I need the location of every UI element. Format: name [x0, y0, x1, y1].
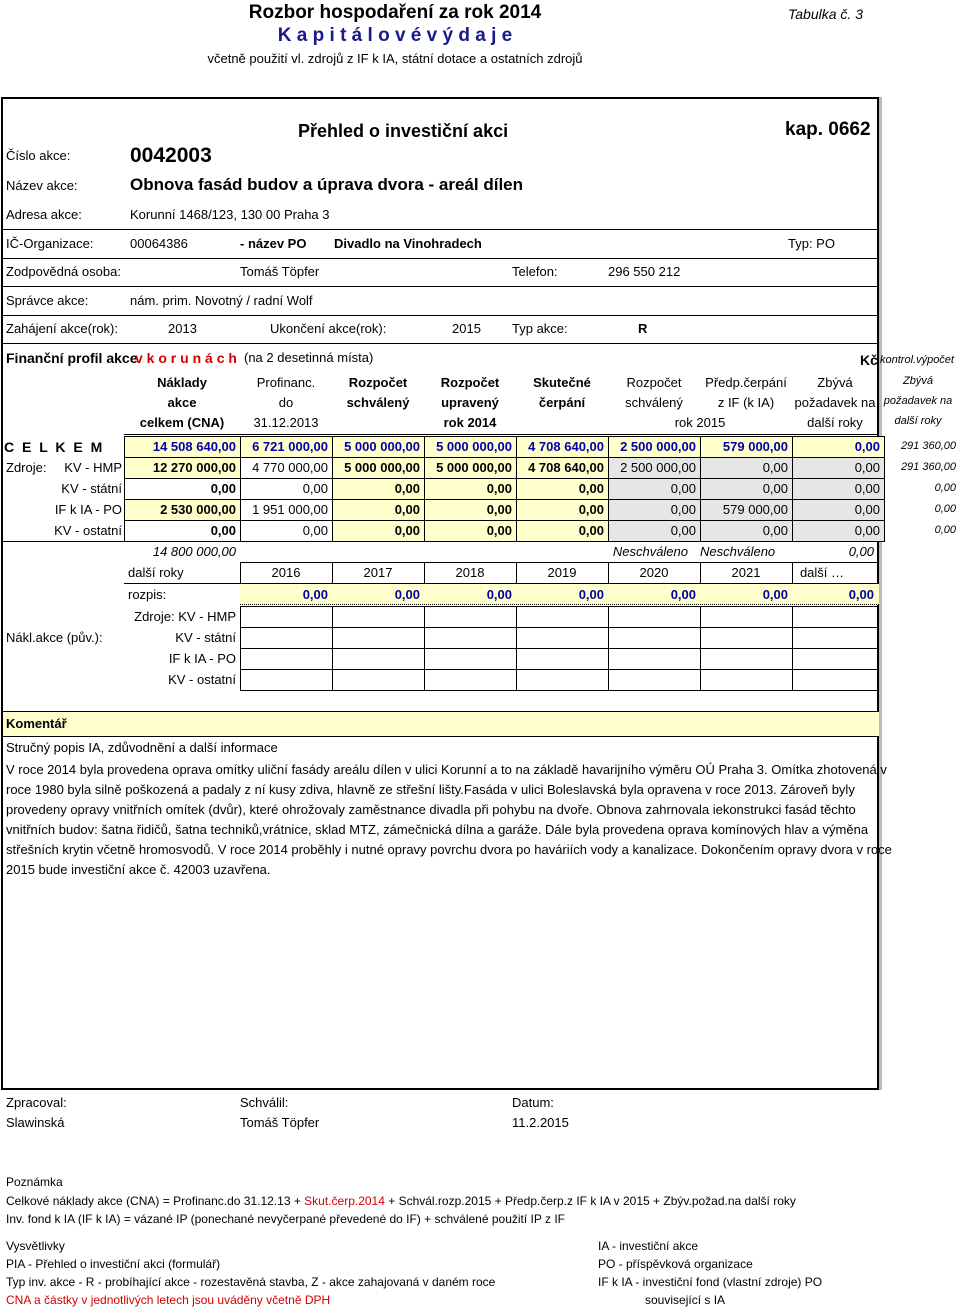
- empty-cell: [332, 606, 425, 628]
- empty-cell: [608, 669, 701, 691]
- column-header-text: Rozpočet: [348, 375, 408, 390]
- sum-last: 0,00: [848, 544, 874, 559]
- empty-cell: [424, 648, 517, 670]
- datum-value: 11.2.2015: [512, 1115, 569, 1130]
- finance-value: 4 708 640,00: [528, 460, 604, 475]
- column-header-text: schválený: [346, 395, 410, 410]
- empty-cell: [516, 627, 609, 649]
- column-header-text: další roky: [894, 415, 942, 427]
- empty-cell: [700, 648, 793, 670]
- grid-line: [3, 541, 243, 542]
- row-label-source: KV - ostatní: [54, 523, 122, 538]
- ukonceni-value: 2015: [452, 321, 481, 336]
- overview-title: Přehled o investiční akci: [298, 121, 509, 141]
- finance-value: 0,00: [302, 481, 328, 496]
- column-header-text: Předp.čerpání: [705, 375, 787, 390]
- finance-value: 0,00: [762, 460, 788, 475]
- column-header-text: další roky: [807, 415, 863, 430]
- notes-line2: Inv. fond k IA (IF k IA) = vázané IP (ponechané nevyčerpané převedené do IF) + schválené použití IP z IF: [6, 1212, 565, 1226]
- column-header-text: do: [278, 395, 294, 410]
- finance-value: 1 951 000,00: [252, 502, 328, 517]
- finance-value: 0,00: [762, 523, 788, 538]
- finance-value: 0,00: [670, 523, 696, 538]
- notes-line1: [6, 1195, 796, 1207]
- years-label: další roky: [128, 565, 184, 580]
- finance-value: 0,00: [486, 523, 512, 538]
- notes-line1-b: + Schvál.rozp.2015 + Předp.čerp.z IF k IA v 2015 + Zbýv.požad.na další roky: [384, 1194, 796, 1208]
- spravce-label: Správce akce:: [6, 293, 89, 308]
- finance-value: 0,00: [670, 481, 696, 496]
- ico-value: 00064386: [130, 236, 188, 251]
- empty-cell: [240, 627, 333, 649]
- finance-value: 2 500 000,00: [620, 460, 696, 475]
- empty-cell: [792, 606, 879, 628]
- finance-value: 5 000 000,00: [436, 460, 512, 475]
- kc-label: Kč: [860, 352, 878, 368]
- legend-left-1: PIA - Přehled o investiční akci (formulář): [6, 1257, 221, 1271]
- ukonceni-label: Ukončení akce(rok):: [270, 321, 387, 336]
- year-value: 2021: [731, 565, 761, 580]
- finance-note: (na 2 desetinná místa): [244, 350, 374, 365]
- typ-akce-value: R: [638, 321, 648, 336]
- comment-line: provedeny opravy vnitřních omítek (dvůr), které ohrožovaly zaměstnance divadla při pohybu na dvoře. Obnova zahrnovala iekonstrukci fasád těchto: [6, 802, 856, 817]
- legend-right-1: IA - investiční akce: [598, 1239, 699, 1253]
- column-header-text: Náklady: [157, 375, 207, 390]
- zodp-label: Zodpovědná osoba:: [6, 264, 121, 279]
- finance-value: 0,00: [486, 481, 512, 496]
- finance-value: 0,00: [854, 502, 880, 517]
- typ-po: Typ: PO: [788, 236, 835, 251]
- finance-value: 0,00: [486, 502, 512, 517]
- finance-value: 0,00: [854, 481, 880, 496]
- empty-cell: [700, 669, 793, 691]
- comment-subtitle: Stručný popis IA, zdůvodnění a další informace: [6, 740, 278, 755]
- column-header-text: Rozpočet: [440, 375, 500, 390]
- empty-cell: [700, 627, 793, 649]
- finance-value: 579 000,00: [722, 439, 788, 454]
- legend-right-3: IF k IA - investiční fond (vlastní zdroje) PO: [598, 1275, 823, 1289]
- rozpis-value: 0,00: [670, 587, 696, 602]
- source-label: IF k IA - PO: [168, 651, 236, 666]
- report-subtitle: K a p i t á l o v é v ý d a j e: [277, 25, 513, 46]
- finance-value: 0,00: [578, 523, 604, 538]
- source-label: Zdroje: KV - HMP: [134, 609, 236, 624]
- column-header-text: čerpání: [538, 395, 586, 410]
- empty-cell: [608, 627, 701, 649]
- row-label-source: KV - HMP: [64, 460, 122, 475]
- finance-value: 0,00: [762, 481, 788, 496]
- legend-right-2: PO - příspěvková organizace: [598, 1257, 753, 1271]
- finance-value: 4 770 000,00: [252, 460, 328, 475]
- empty-cell: [240, 648, 333, 670]
- neschvaleno-2: Neschváleno: [700, 544, 776, 559]
- check-value: 291 360,00: [900, 440, 956, 452]
- comment-title: Komentář: [6, 716, 67, 731]
- telefon-value: 296 550 212: [608, 264, 681, 279]
- check-value: 0,00: [934, 482, 956, 494]
- row-prefix: Zdroje:: [6, 460, 47, 475]
- zodp-value: Tomáš Töpfer: [240, 264, 320, 279]
- finance-value: 0,00: [302, 523, 328, 538]
- nakl-label: Nákl.akce (pův.):: [6, 630, 103, 645]
- column-header-text: požadavek na: [883, 395, 953, 407]
- column-header-text: upravený: [441, 395, 499, 410]
- finance-label: Finanční profil akce: [6, 350, 138, 366]
- column-header-text: požadavek na: [794, 395, 876, 410]
- rozpis-value: 0,00: [394, 587, 420, 602]
- year-value: 2017: [363, 565, 393, 580]
- column-header-text: schválený: [625, 395, 683, 410]
- finance-value: 0,00: [578, 481, 604, 496]
- notes-title: Poznámka: [6, 1175, 63, 1189]
- finance-value: 579 000,00: [722, 502, 788, 517]
- finance-currency: v k o r u n á c h: [135, 350, 237, 366]
- schvalil-value: Tomáš Töpfer: [240, 1115, 320, 1130]
- finance-value: 0,00: [670, 502, 696, 517]
- divider: [3, 258, 879, 259]
- finance-value: 2 500 000,00: [620, 439, 696, 454]
- row-label-total: C E L K E M: [4, 439, 105, 455]
- po-name-value: Divadlo na Vinohradech: [334, 236, 482, 251]
- column-header-text: akce: [167, 395, 197, 410]
- year-value: 2020: [639, 565, 669, 580]
- comment-line: vnitřních budov: šatna řidičů, šatna techniků,vrátnice, sklad MTZ, zámečnická dílna a garáže. Dále byla provedena oprava komínových hlav a výměna: [6, 822, 869, 837]
- zpracoval-value: Slawinská: [6, 1115, 65, 1130]
- row-label-source: KV - státní: [61, 481, 122, 496]
- finance-value: 0,00: [854, 439, 880, 454]
- grid-line: [124, 583, 240, 584]
- finance-value: 14 508 640,00: [152, 439, 236, 454]
- empty-cell: [608, 648, 701, 670]
- empty-cell: [700, 606, 793, 628]
- column-header-text: Profinanc.: [256, 375, 316, 390]
- finance-value: 0,00: [394, 502, 420, 517]
- column-header-text: Rozpočet: [626, 375, 682, 390]
- notes-line1-red: Skut.čerp.2014: [304, 1194, 385, 1208]
- finance-value: 0,00: [394, 523, 420, 538]
- legend-right-4: související s IA: [645, 1293, 726, 1307]
- finance-value: 4 708 640,00: [528, 439, 604, 454]
- empty-cell: [332, 627, 425, 649]
- telefon-label: Telefon:: [512, 264, 558, 279]
- vysvetlivky-title: Vysvětlivky: [6, 1239, 65, 1253]
- empty-cell: [792, 648, 879, 670]
- cislo-value: 0042003: [130, 144, 212, 167]
- schvalil-label: Schválil:: [240, 1095, 289, 1110]
- empty-cell: [516, 606, 609, 628]
- zahajeni-label: Zahájení akce(rok):: [6, 321, 118, 336]
- cislo-label: Číslo akce:: [6, 148, 71, 163]
- rozpis-label: rozpis:: [128, 587, 167, 602]
- rozpis-value: 0,00: [302, 587, 328, 602]
- empty-cell: [516, 669, 609, 691]
- empty-cell: [240, 606, 333, 628]
- row-label-source: IF k IA - PO: [54, 502, 122, 517]
- empty-cell: [608, 606, 701, 628]
- comment-header-bar: [3, 711, 879, 737]
- empty-cell: [424, 606, 517, 628]
- typ-akce-label: Typ akce:: [512, 321, 568, 336]
- datum-label: Datum:: [512, 1095, 554, 1110]
- po-name-label: - název PO: [240, 236, 307, 251]
- column-header-text: Zbývá: [903, 375, 933, 387]
- empty-cell: [332, 648, 425, 670]
- report-title: Rozbor hospodaření za rok 2014: [248, 2, 542, 23]
- comment-line: roce 1980 byla silně poškozená a padaly z ní kusy zdiva, hlavně ze střešní lišty.Fasáda v ulici Boleslavská byla opravena v roce 2013. Zároveň byly: [6, 782, 855, 797]
- source-label: KV - státní: [175, 630, 236, 645]
- notes-line1-a: Celkové náklady akce (CNA) = Profinanc.do 31.12.13 +: [6, 1194, 305, 1208]
- comment-line: střešních krytin včetně hromosvodů. V roce 2014 proběhly i nutné opravy povrchu dvora po haváriích vody a kanalizace. Dokončením opravy dvora v roce: [6, 842, 892, 857]
- nazev-value: Obnova fasád budov a úprava dvora - areál dílen: [130, 175, 524, 194]
- empty-cell: [792, 669, 879, 691]
- finance-value: 0,00: [210, 481, 236, 496]
- sum-total: 14 800 000,00: [152, 544, 236, 559]
- year-value: 2019: [547, 565, 577, 580]
- year-value: 2016: [271, 565, 301, 580]
- adresa-label: Adresa akce:: [6, 207, 82, 222]
- adresa-value: Korunní 1468/123, 130 00 Praha 3: [130, 207, 330, 222]
- finance-value: 0,00: [854, 460, 880, 475]
- finance-value: 0,00: [210, 523, 236, 538]
- zpracoval-label: Zpracoval:: [6, 1095, 67, 1110]
- signature-divider: [3, 1088, 879, 1089]
- column-header-text: celkem (CNA): [139, 415, 225, 430]
- header-bottom-line: [124, 434, 878, 435]
- empty-cell: [516, 648, 609, 670]
- rozpis-value: 0,00: [486, 587, 512, 602]
- empty-cell: [332, 669, 425, 691]
- finance-value: 0,00: [394, 481, 420, 496]
- table-number: Tabulka č. 3: [788, 6, 863, 22]
- column-header-text: Skutečné: [533, 375, 591, 390]
- column-header-text: Zbývá: [817, 375, 853, 390]
- empty-cell: [424, 627, 517, 649]
- divider: [3, 286, 879, 287]
- finance-value: 0,00: [578, 502, 604, 517]
- finance-value: 12 270 000,00: [152, 460, 236, 475]
- legend-left-2: Typ inv. akce - R - probíhající akce - rozestavěná stavba, Z - akce zahajovaná v daném roce: [6, 1275, 496, 1289]
- column-header-text: 31.12.2013: [253, 415, 319, 430]
- check-value: 0,00: [934, 503, 956, 515]
- divider: [3, 343, 879, 344]
- nazev-label: Název akce:: [6, 178, 78, 193]
- empty-cell: [240, 669, 333, 691]
- column-header-text: z IF (k IA): [717, 395, 775, 410]
- empty-cell: [424, 669, 517, 691]
- finance-value: 6 721 000,00: [252, 439, 328, 454]
- finance-value: 0,00: [854, 523, 880, 538]
- source-label: KV - ostatní: [168, 672, 236, 687]
- legend-left-red: CNA a částky v jednotlivých letech jsou uváděny včetně DPH: [6, 1293, 331, 1307]
- column-header-text: rok 2015: [674, 415, 726, 430]
- zahajeni-value: 2013: [168, 321, 197, 336]
- chapter-number: kap. 0662: [785, 119, 871, 140]
- finance-value: 5 000 000,00: [344, 439, 420, 454]
- check-value: 291 360,00: [900, 461, 956, 473]
- finance-value: 5 000 000,00: [344, 460, 420, 475]
- frame-right-shadow: [879, 97, 882, 1090]
- comment-line: 2015 bude investiční akce č. 42003 uzavřena.: [6, 862, 271, 877]
- finance-value: 2 530 000,00: [160, 502, 236, 517]
- year-value: další …: [799, 565, 845, 580]
- year-value: 2018: [455, 565, 485, 580]
- neschvaleno-1: Neschváleno: [612, 544, 688, 559]
- spravce-value: nám. prim. Novotný / radní Wolf: [130, 293, 313, 308]
- column-header-text: rok 2014: [443, 415, 497, 430]
- divider: [3, 229, 879, 230]
- ico-label: IČ-Organizace:: [6, 236, 94, 251]
- comment-line: V roce 2014 byla provedena oprava omítky uliční fasády areálu dílen v ulici Korunní a to na základě havarijního výměru OÚ Praha 3. Omítka zhotovená v: [6, 762, 887, 777]
- check-value: 0,00: [934, 524, 956, 536]
- kontrol-label: kontrol.výpočet: [880, 354, 954, 366]
- divider: [3, 315, 879, 316]
- finance-value: 5 000 000,00: [436, 439, 512, 454]
- rozpis-value: 0,00: [578, 587, 604, 602]
- rozpis-value: 0,00: [762, 587, 788, 602]
- rozpis-value: 0,00: [848, 587, 874, 602]
- report-note: včetně použití vl. zdrojů z IF k IA, státní dotace a ostatních zdrojů: [207, 51, 583, 66]
- empty-cell: [792, 627, 879, 649]
